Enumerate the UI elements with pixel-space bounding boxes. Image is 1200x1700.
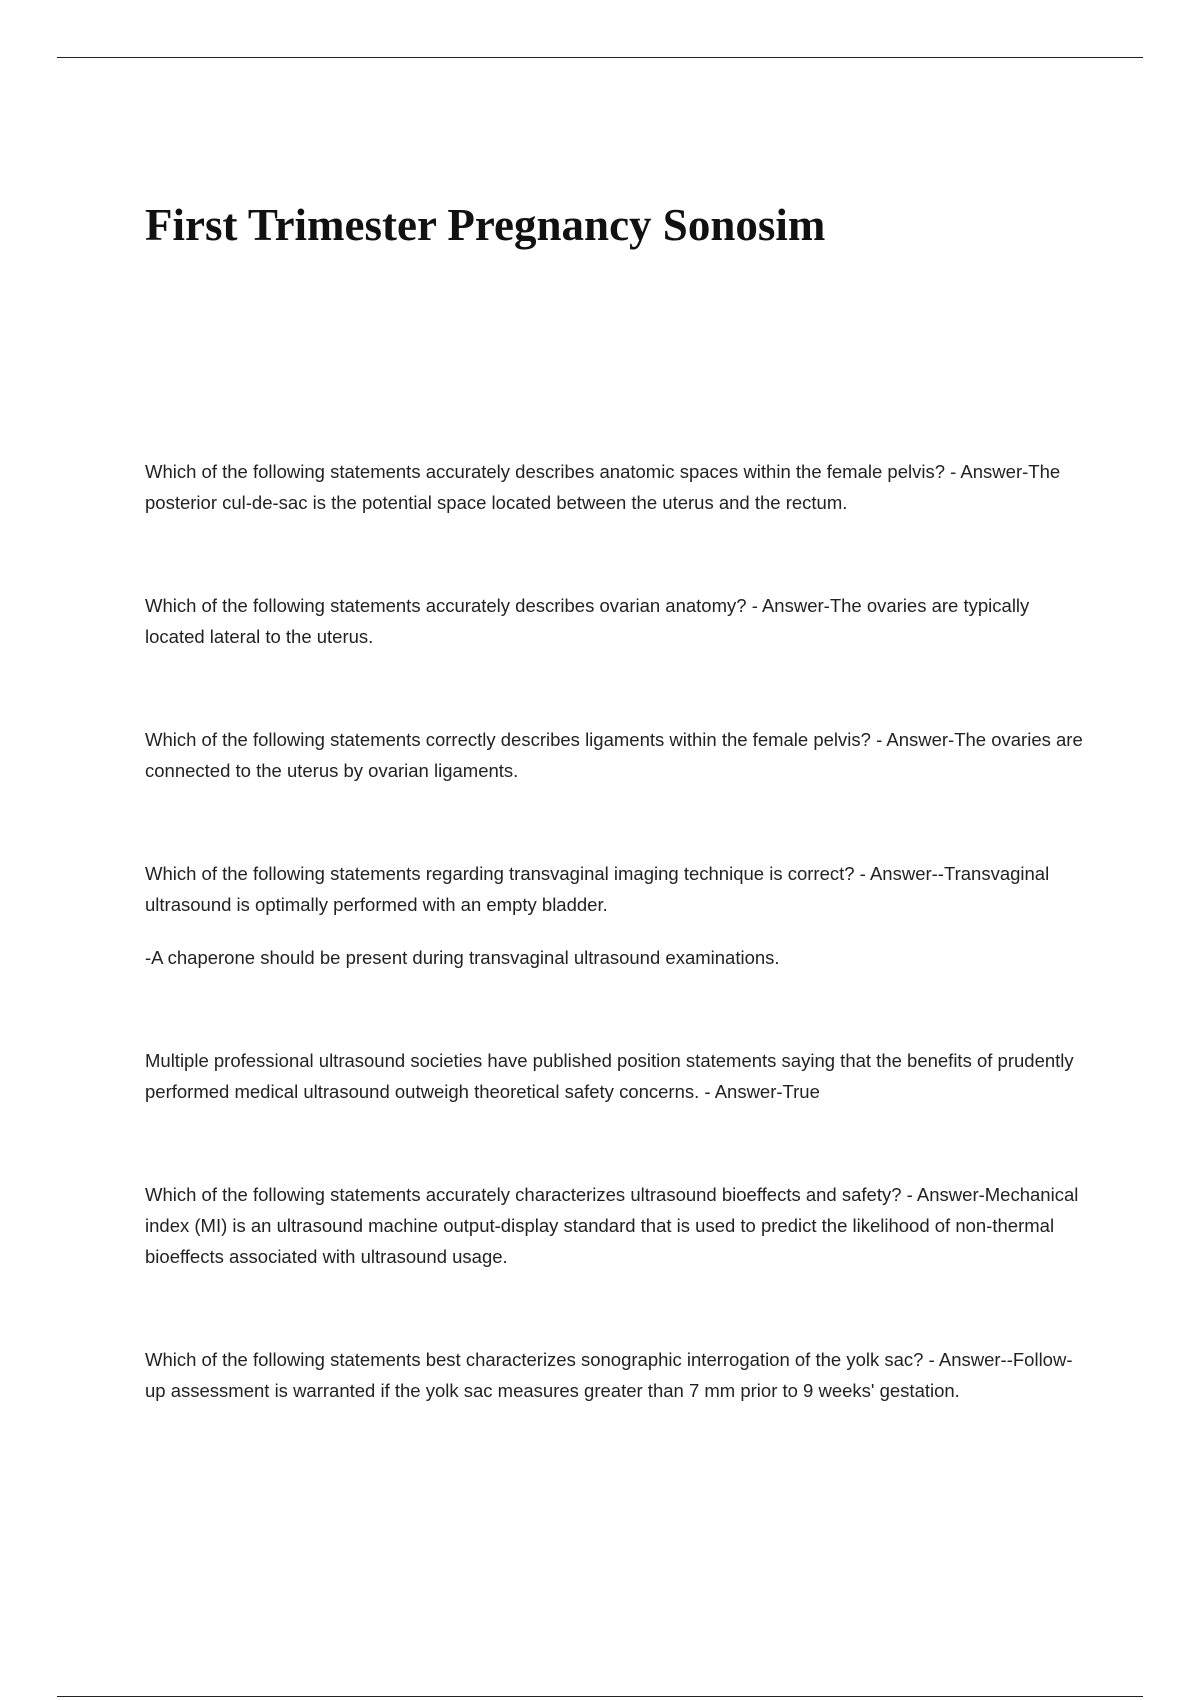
page-title: First Trimester Pregnancy Sonosim <box>145 200 826 250</box>
qa-paragraph: Which of the following statements accurately describes ovarian anatomy? - Answer-The ovaries are typically located lateral to the uterus. <box>145 595 1030 647</box>
qa-entry-1 <box>145 456 1085 518</box>
qa-paragraph: Which of the following statements accurately describes anatomic spaces within the female pelvis? - Answer-The posterior cul-de-sac is the potential space located between the uterus and the rectum. <box>145 461 1061 513</box>
qa-paragraph: Which of the following statements regarding transvaginal imaging technique is correct? - Answer--Transvaginal ultrasound is optimally performed with an empty bladder. <box>145 863 1050 915</box>
qa-paragraph: Which of the following statements correctly describes ligaments within the female pelvis? - Answer-The ovaries are connected to the uterus by ovarian ligaments. <box>145 729 1083 781</box>
qa-entry-5 <box>145 1045 1085 1107</box>
top-rule <box>57 57 1143 58</box>
qa-entry-3 <box>145 724 1085 786</box>
qa-entry-7 <box>145 1344 1085 1406</box>
qa-entry-4 <box>145 858 1085 973</box>
qa-paragraph: -A chaperone should be present during transvaginal ultrasound examinations. <box>145 947 780 968</box>
qa-entry-2 <box>145 590 1085 652</box>
qa-paragraph: Which of the following statements accurately characterizes ultrasound bioeffects and safety? - Answer-Mechanical index (MI) is an ultrasound machine output-display standard that is used to predict the likelihood of non-thermal bioeffects associated with ultrasound usage. <box>145 1184 1079 1267</box>
qa-paragraph: Which of the following statements best characterizes sonographic interrogation of the yolk sac? - Answer--Follow-up assessment is warranted if the yolk sac measures greater than 7 mm prior to 9 weeks' gestation. <box>145 1349 1073 1401</box>
qa-paragraph: Multiple professional ultrasound societies have published position statements saying that the benefits of prudently performed medical ultrasound outweigh theoretical safety concerns. - Answer-True <box>145 1050 1074 1102</box>
bottom-rule <box>57 1696 1143 1697</box>
qa-list <box>145 456 1085 1478</box>
qa-entry-6 <box>145 1179 1085 1272</box>
